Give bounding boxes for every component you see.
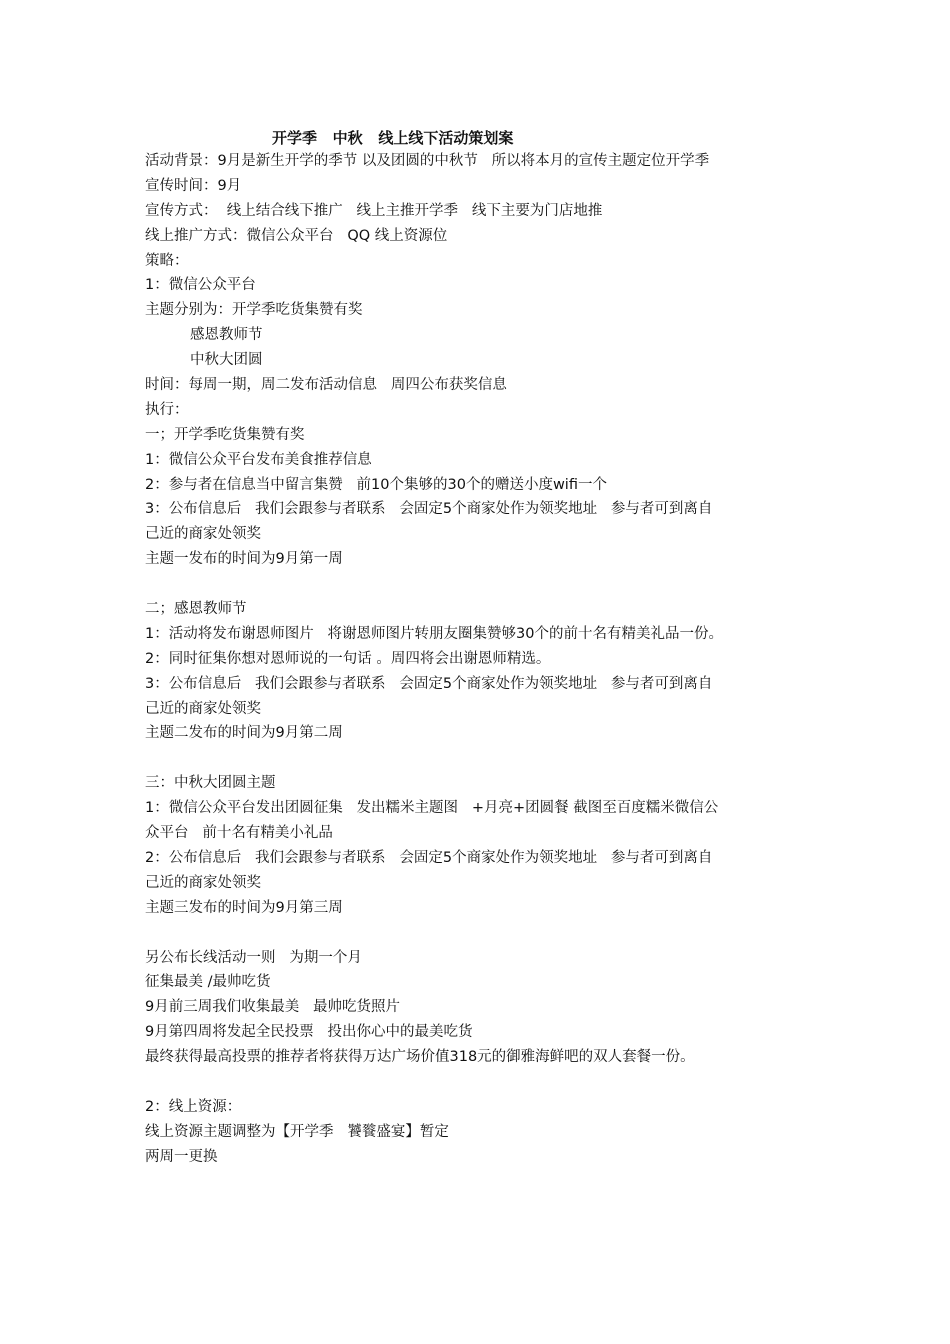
- text-line: 9月前三周我们收集最美 最帅吃货照片: [145, 999, 401, 1016]
- blank-line: [145, 1070, 810, 1095]
- text-line: 己近的商家处领奖: [145, 874, 261, 891]
- text-line: 3：公布信息后 我们会跟参与者联系 会固定5个商家处作为领奖地址 参与者可到离自: [145, 501, 713, 518]
- text-line: 感恩教师节: [190, 327, 263, 344]
- text-line: 2：同时征集你想对恩师说的一句话 。周四将会出谢恩师精选。: [145, 650, 551, 667]
- text-line: 己近的商家处领奖: [145, 700, 261, 717]
- text-line: 1：微信公众平台发布美食推荐信息: [145, 451, 372, 468]
- text-line: 时间：每周一期，周二发布活动信息 周四公布获奖信息: [145, 377, 507, 394]
- text-line: 2：线上资源：: [145, 1098, 242, 1115]
- text-line: 己近的商家处领奖: [145, 526, 261, 543]
- text-line: 征集最美 /最帅吃货: [145, 974, 271, 991]
- text-line: 线上推广方式：微信公众平台 QQ 线上资源位: [145, 227, 448, 244]
- text-line: 主题一发布的时间为9月第一周: [145, 551, 343, 568]
- text-line: 1：微信公众平台发出团圆征集 发出糯米主题图 +月亮+团圆餐 截图至百度糯米微信公: [145, 800, 719, 817]
- text-line: 主题分别为：开学季吃货集赞有奖: [145, 302, 363, 319]
- text-line: 中秋大团圆: [190, 352, 263, 369]
- text-line: 1：微信公众平台: [145, 277, 256, 294]
- text-line: 执行：: [145, 401, 189, 418]
- text-line: 策略：: [145, 252, 189, 269]
- text-line: 三：中秋大团圆主题: [145, 775, 276, 792]
- text-line: 众平台 前十名有精美小礼品: [145, 825, 333, 842]
- text-line: 3：公布信息后 我们会跟参与者联系 会固定5个商家处作为领奖地址 参与者可到离自: [145, 675, 713, 692]
- blank-line: [145, 572, 810, 597]
- text-line: 2：公布信息后 我们会跟参与者联系 会固定5个商家处作为领奖地址 参与者可到离自: [145, 849, 713, 866]
- text-line: 主题二发布的时间为9月第二周: [145, 725, 343, 742]
- text-line: 宣传方式： 线上结合线下推广 线上主推开学季 线下主要为门店地推: [145, 202, 603, 219]
- text-line: 线上资源主题调整为【开学季 饕餮盛宴】暂定: [145, 1123, 449, 1140]
- text-line: 最终获得最高投票的推荐者将获得万达广场价值318元的御雅海鲜吧的双人套餐一份。: [145, 1049, 695, 1066]
- text-line: 活动背景：9月是新生开学的季节 以及团圆的中秋节 所以将本月的宣传主题定位开学季: [145, 153, 710, 169]
- document-body: [145, 149, 810, 1170]
- text-line: 1：活动将发布谢恩师图片 将谢恩师图片转朋友圈集赞够30个的前十名有精美礼品一份。: [145, 625, 723, 642]
- text-line: 主题三发布的时间为9月第三周: [145, 899, 343, 916]
- text-line: 另公布长线活动一则 为期一个月: [145, 949, 362, 966]
- text-line: 宣传时间：9月: [145, 177, 242, 194]
- text-line: 2：参与者在信息当中留言集赞 前10个集够的30个的赠送小度wifi一个: [145, 476, 607, 493]
- text-line: 两周一更换: [145, 1148, 218, 1165]
- text-line: 二；感恩教师节: [145, 601, 247, 618]
- blank-line: [145, 746, 810, 771]
- blank-line: [145, 921, 810, 946]
- text-line: 一；开学季吃货集赞有奖: [145, 426, 305, 443]
- text-line: 9月第四周将发起全民投票 投出你心中的最美吃货: [145, 1024, 473, 1041]
- document-title: 开学季 中秋 线上线下活动策划案: [272, 129, 514, 147]
